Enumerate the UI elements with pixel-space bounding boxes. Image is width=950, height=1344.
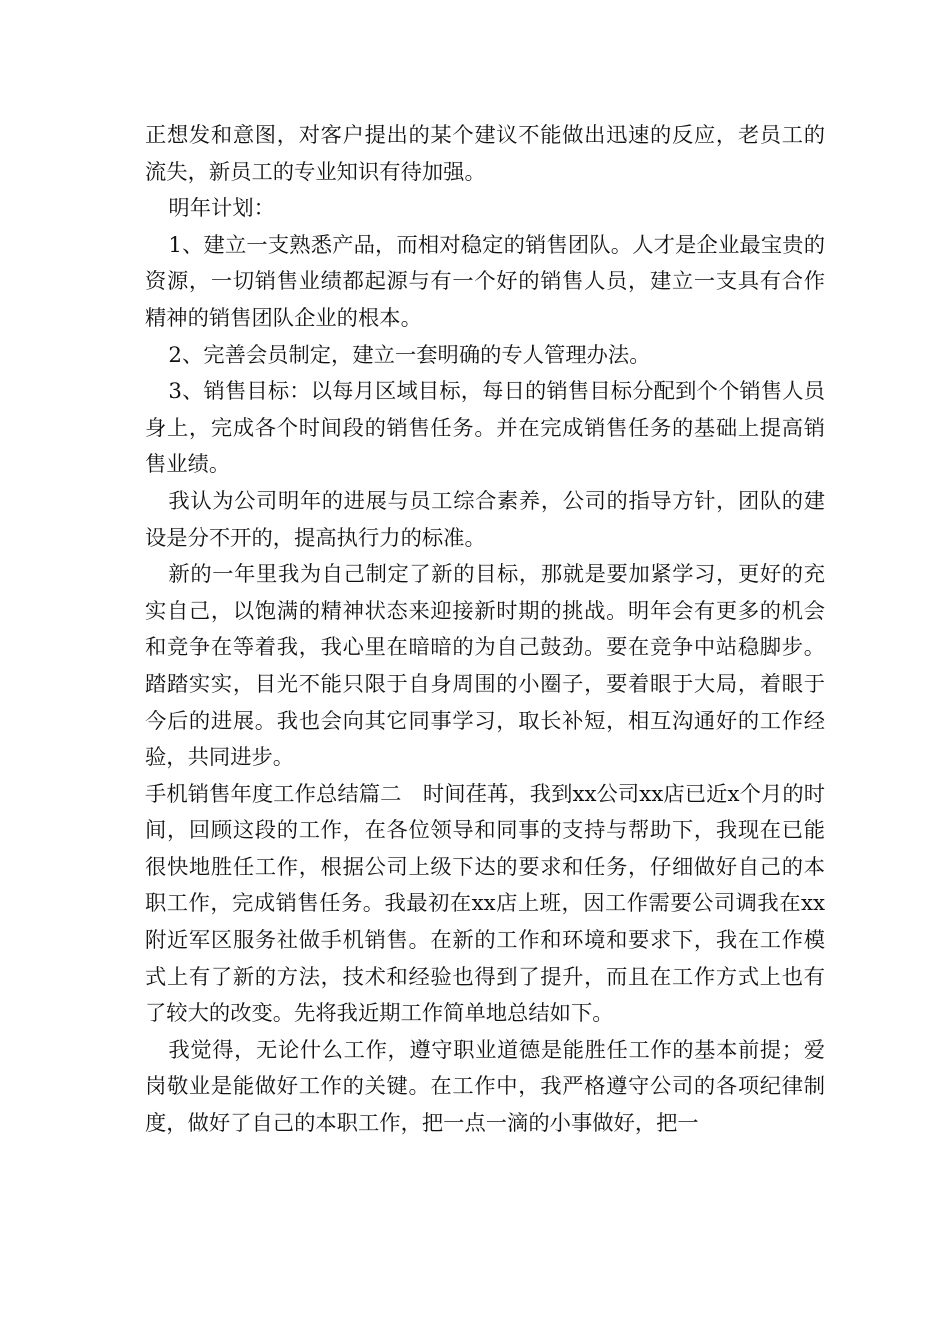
paragraph: 手机销售年度工作总结篇二 时间荏苒，我到xx公司xx店已近x个月的时间，回顾这段的工作，在各位领导和同事的支持与帮助下，我现在已能很快地胜任工作，根据公司上级下达的要求和任务，仔细做好自己的本职工作，完成销售任务。我最初在xx店上班，因工作需要公司调我在xx附近军区服务社做手机销售。在新的工作和环境和要求下，我在工作模式上有了新的方法，技术和经验也得到了提升，而且在工作方式上也有了较大的改变。先将我近期工作简单地总结如下。 [145, 781, 825, 1027]
paragraph: 我认为公司明年的进展与员工综合素养，公司的指导方针，团队的建设是分不开的，提高执行力的标准。 [145, 488, 825, 551]
paragraph: 新的一年里我为自己制定了新的目标，那就是要加紧学习，更好的充实自己，以饱满的精神状态来迎接新时期的挑战。明年会有更多的机会和竞争在等着我，我心里在暗暗的为自己鼓劲。要在竞争中站稳脚步。踏踏实实，目光不能只限于自身周围的小圈子，要着眼于大局，着眼于今后的进展。我也会向其它同事学习，取长补短，相互沟通好的工作经验，共同进步。 [145, 562, 825, 771]
paragraph: 明年计划： [168, 196, 275, 222]
paragraph: 我觉得，无论什么工作，遵守职业道德是能胜任工作的基本前提；爱岗敬业是能做好工作的关键。在工作中，我严格遵守公司的各项纪律制度，做好了自己的本职工作，把一点一滴的小事做好，把一 [145, 1037, 825, 1137]
document-body [145, 118, 825, 1143]
paragraph: 3、销售目标：以每月区域目标，每日的销售目标分配到个个销售人员身上，完成各个时间段的销售任务。并在完成销售任务的基础上提高销售业绩。 [145, 379, 825, 478]
paragraph: 1、建立一支熟悉产品，而相对稳定的销售团队。人才是企业最宝贵的资源，一切销售业绩都起源与有一个好的销售人员，建立一支具有合作精神的销售团队企业的根本。 [145, 232, 825, 331]
paragraph: 2、完善会员制定，建立一套明确的专人管理办法。 [168, 342, 651, 368]
paragraph: 正想发和意图，对客户提出的某个建议不能做出迅速的反应，老员工的流失，新员工的专业知识有待加强。 [145, 123, 825, 185]
